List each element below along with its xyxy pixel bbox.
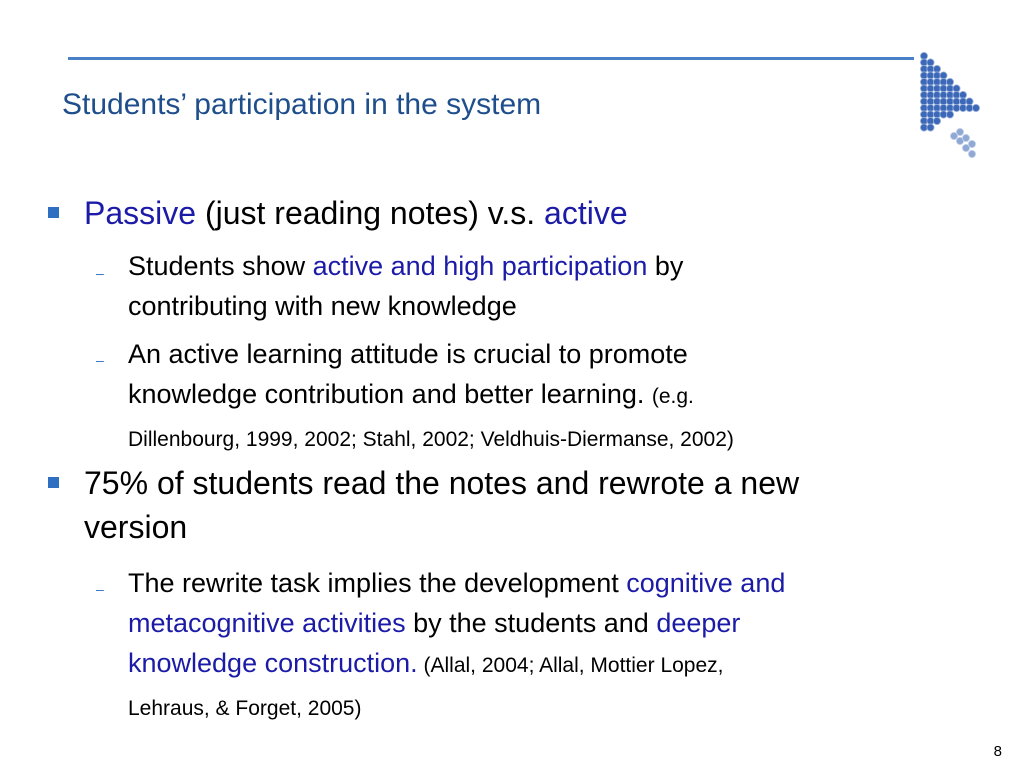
title-rule [68,57,914,60]
sub-bullet-dash: – [96,352,104,368]
bullet-1-text: Passive (just reading notes) v.s. active [84,195,628,231]
bullet-square [48,207,59,218]
sub-bullet-1-1: Students show active and high participation by contributing with new knowledge [128,251,684,321]
active-term: active [544,195,628,231]
sub-bullet-dash: – [96,581,104,597]
sub-bullet-1-2: An active learning attitude is crucial to promote knowledge contribution and better learning. (e.g. Dillenbourg, 1999, 2002; Stahl, 2002; Veldhuis-Diermanse, 2002) [128,339,734,451]
bullet-square [48,477,59,488]
slide-title: Students’ participation in the system [62,88,542,121]
page-number: 8 [993,743,1002,760]
sub-bullet-dash: – [96,265,104,281]
bullet-2-text: 75% of students read the notes and rewrote a new version [84,465,800,545]
sub-bullet-2-1: The rewrite task implies the development cognitive and metacognitive activities by the students and deeper knowledge construction. (Allal, 2004; Allal, Mottier Lopez, Lehraus, & Forget, 2005) [128,568,786,720]
passive-term: Passive [84,195,197,231]
dotted-cursor-arrow-logo [912,48,994,160]
